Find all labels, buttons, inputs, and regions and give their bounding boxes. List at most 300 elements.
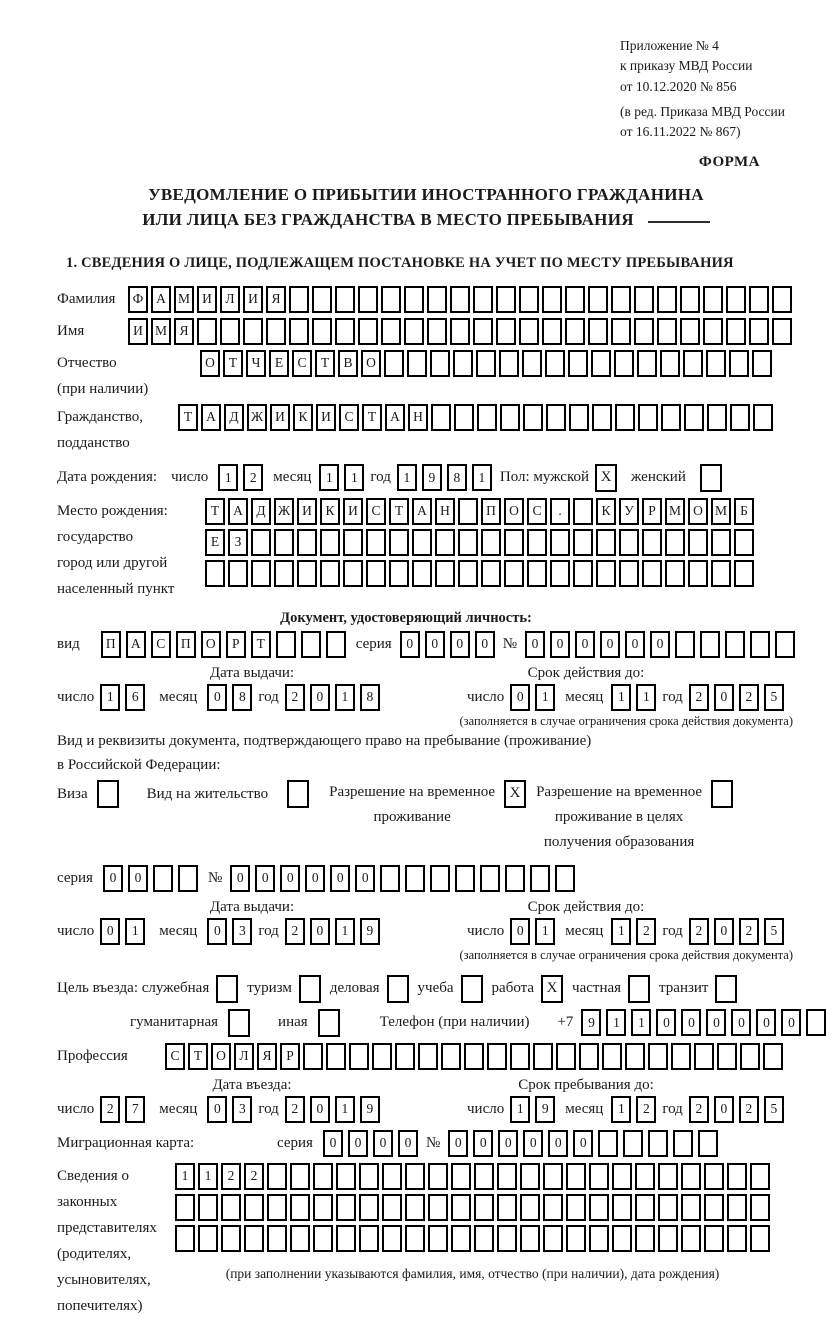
char-cell[interactable]: 0 [656, 1009, 676, 1036]
char-cell[interactable] [588, 318, 608, 345]
char-cell[interactable] [474, 1194, 494, 1221]
char-cell[interactable]: 1 [535, 684, 555, 711]
char-cell[interactable]: М [665, 498, 685, 525]
char-cell[interactable] [565, 286, 585, 313]
char-cell[interactable]: Р [226, 631, 246, 658]
char-cell[interactable] [303, 1043, 323, 1070]
char-cell[interactable] [418, 1043, 438, 1070]
char-cell[interactable] [638, 404, 658, 431]
char-cell[interactable]: П [176, 631, 196, 658]
char-cell[interactable]: Д [251, 498, 271, 525]
char-cell[interactable] [680, 286, 700, 313]
char-cell[interactable] [335, 286, 355, 313]
char-cell[interactable] [455, 865, 475, 892]
char-cell[interactable] [750, 1194, 770, 1221]
char-cell[interactable] [727, 1194, 747, 1221]
char-cell[interactable]: 0 [650, 631, 670, 658]
char-cell[interactable] [543, 1163, 563, 1190]
char-cell[interactable]: 5 [764, 1096, 784, 1123]
char-cell[interactable] [726, 286, 746, 313]
char-cell[interactable]: 1 [472, 464, 492, 491]
char-cell[interactable] [763, 1043, 783, 1070]
char-cell[interactable]: 2 [689, 918, 709, 945]
char-cell[interactable]: 0 [573, 1130, 593, 1157]
char-cell[interactable] [450, 318, 470, 345]
char-cell[interactable] [573, 529, 593, 556]
char-cell[interactable] [476, 350, 496, 377]
char-cell[interactable] [635, 1194, 655, 1221]
char-cell[interactable] [612, 1163, 632, 1190]
char-cell[interactable] [381, 286, 401, 313]
char-cell[interactable]: 0 [448, 1130, 468, 1157]
char-cell[interactable]: 9 [581, 1009, 601, 1036]
char-cell[interactable] [496, 318, 516, 345]
char-cell[interactable] [450, 286, 470, 313]
char-cell[interactable] [740, 1043, 760, 1070]
char-cell[interactable] [473, 318, 493, 345]
char-cell[interactable]: 0 [781, 1009, 801, 1036]
char-cell[interactable] [542, 318, 562, 345]
char-cell[interactable] [625, 1043, 645, 1070]
char-cell[interactable]: Ж [247, 404, 267, 431]
char-cell[interactable] [504, 560, 524, 587]
char-cell[interactable]: Т [251, 631, 271, 658]
char-cell[interactable] [614, 350, 634, 377]
char-cell[interactable]: 0 [714, 684, 734, 711]
char-cell[interactable] [251, 560, 271, 587]
char-cell[interactable] [251, 529, 271, 556]
char-cell[interactable]: 0 [310, 1096, 330, 1123]
char-cell[interactable]: 9 [360, 1096, 380, 1123]
char-cell[interactable]: 2 [739, 1096, 759, 1123]
char-cell[interactable] [366, 560, 386, 587]
char-cell[interactable] [395, 1043, 415, 1070]
char-cell[interactable] [499, 350, 519, 377]
char-cell[interactable] [435, 560, 455, 587]
char-cell[interactable]: 9 [535, 1096, 555, 1123]
char-cell[interactable]: М [174, 286, 194, 313]
char-cell[interactable]: 0 [600, 631, 620, 658]
char-cell[interactable] [681, 1194, 701, 1221]
char-cell[interactable] [704, 1163, 724, 1190]
char-cell[interactable] [523, 404, 543, 431]
char-cell[interactable]: 0 [706, 1009, 726, 1036]
char-cell[interactable] [297, 560, 317, 587]
char-cell[interactable] [615, 404, 635, 431]
char-cell[interactable]: 0 [207, 918, 227, 945]
char-cell[interactable]: Е [205, 529, 225, 556]
char-cell[interactable] [700, 631, 720, 658]
char-cell[interactable]: С [151, 631, 171, 658]
char-cell[interactable] [430, 865, 450, 892]
char-cell[interactable] [320, 560, 340, 587]
char-cell[interactable]: 0 [625, 631, 645, 658]
char-cell[interactable]: А [126, 631, 146, 658]
char-cell[interactable]: И [128, 318, 148, 345]
char-cell[interactable] [451, 1163, 471, 1190]
char-cell[interactable] [496, 286, 516, 313]
char-cell[interactable]: А [151, 286, 171, 313]
char-cell[interactable] [706, 350, 726, 377]
char-cell[interactable] [703, 318, 723, 345]
char-cell[interactable] [591, 350, 611, 377]
char-cell[interactable] [533, 1043, 553, 1070]
char-cell[interactable] [527, 529, 547, 556]
char-cell[interactable] [550, 560, 570, 587]
char-cell[interactable] [487, 1043, 507, 1070]
char-cell[interactable] [431, 404, 451, 431]
char-cell[interactable] [221, 1225, 241, 1252]
char-cell[interactable] [522, 350, 542, 377]
char-cell[interactable]: К [293, 404, 313, 431]
char-cell[interactable]: 0 [398, 1130, 418, 1157]
char-cell[interactable] [412, 560, 432, 587]
char-cell[interactable]: 1 [606, 1009, 626, 1036]
char-cell[interactable] [545, 350, 565, 377]
char-cell[interactable] [520, 1163, 540, 1190]
char-cell[interactable]: 8 [360, 684, 380, 711]
char-cell[interactable]: И [316, 404, 336, 431]
char-cell[interactable] [458, 529, 478, 556]
char-cell[interactable] [336, 1225, 356, 1252]
char-cell[interactable] [671, 1043, 691, 1070]
char-cell[interactable]: 0 [681, 1009, 701, 1036]
char-cell[interactable]: К [596, 498, 616, 525]
char-cell[interactable]: К [320, 498, 340, 525]
char-cell[interactable]: Р [280, 1043, 300, 1070]
char-cell[interactable]: А [385, 404, 405, 431]
char-cell[interactable] [749, 318, 769, 345]
char-cell[interactable]: 0 [475, 631, 495, 658]
char-cell[interactable] [642, 529, 662, 556]
char-cell[interactable] [546, 404, 566, 431]
char-cell[interactable]: 8 [447, 464, 467, 491]
char-cell[interactable] [289, 318, 309, 345]
char-cell[interactable] [299, 975, 321, 1003]
char-cell[interactable]: 6 [125, 684, 145, 711]
char-cell[interactable]: 1 [335, 1096, 355, 1123]
char-cell[interactable] [635, 1225, 655, 1252]
char-cell[interactable]: 0 [207, 684, 227, 711]
char-cell[interactable]: 2 [221, 1163, 241, 1190]
char-cell[interactable]: 1 [611, 1096, 631, 1123]
char-cell[interactable]: Т [315, 350, 335, 377]
char-cell[interactable] [573, 498, 593, 525]
char-cell[interactable] [290, 1225, 310, 1252]
char-cell[interactable]: 1 [397, 464, 417, 491]
char-cell[interactable]: О [504, 498, 524, 525]
char-cell[interactable] [243, 318, 263, 345]
char-cell[interactable] [287, 780, 309, 808]
char-cell[interactable] [634, 286, 654, 313]
char-cell[interactable]: 9 [360, 918, 380, 945]
char-cell[interactable] [648, 1130, 668, 1157]
char-cell[interactable] [267, 1225, 287, 1252]
char-cell[interactable]: 0 [575, 631, 595, 658]
char-cell[interactable]: А [228, 498, 248, 525]
char-cell[interactable] [175, 1225, 195, 1252]
char-cell[interactable]: 0 [207, 1096, 227, 1123]
char-cell[interactable] [703, 286, 723, 313]
char-cell[interactable] [660, 350, 680, 377]
char-cell[interactable] [313, 1225, 333, 1252]
char-cell[interactable] [267, 1163, 287, 1190]
char-cell[interactable]: 0 [255, 865, 275, 892]
char-cell[interactable]: X [595, 464, 617, 492]
char-cell[interactable] [228, 1009, 250, 1037]
char-cell[interactable] [573, 560, 593, 587]
char-cell[interactable]: 1 [631, 1009, 651, 1036]
char-cell[interactable] [772, 318, 792, 345]
char-cell[interactable]: З [228, 529, 248, 556]
char-cell[interactable]: 0 [230, 865, 250, 892]
char-cell[interactable] [642, 560, 662, 587]
char-cell[interactable]: 2 [100, 1096, 120, 1123]
char-cell[interactable] [596, 560, 616, 587]
char-cell[interactable] [726, 318, 746, 345]
char-cell[interactable] [727, 1225, 747, 1252]
char-cell[interactable]: 1 [319, 464, 339, 491]
char-cell[interactable] [405, 865, 425, 892]
char-cell[interactable]: Т [362, 404, 382, 431]
char-cell[interactable]: А [412, 498, 432, 525]
char-cell[interactable] [430, 350, 450, 377]
char-cell[interactable]: 1 [335, 684, 355, 711]
char-cell[interactable]: 0 [510, 918, 530, 945]
char-cell[interactable] [658, 1194, 678, 1221]
char-cell[interactable]: О [211, 1043, 231, 1070]
char-cell[interactable] [753, 404, 773, 431]
char-cell[interactable] [389, 529, 409, 556]
char-cell[interactable] [481, 560, 501, 587]
char-cell[interactable]: 0 [714, 1096, 734, 1123]
char-cell[interactable] [451, 1194, 471, 1221]
char-cell[interactable]: И [197, 286, 217, 313]
char-cell[interactable] [711, 560, 731, 587]
char-cell[interactable]: Т [205, 498, 225, 525]
char-cell[interactable] [407, 350, 427, 377]
char-cell[interactable]: 0 [355, 865, 375, 892]
char-cell[interactable]: 1 [100, 684, 120, 711]
char-cell[interactable]: 2 [243, 464, 263, 491]
char-cell[interactable]: Л [234, 1043, 254, 1070]
char-cell[interactable] [665, 529, 685, 556]
char-cell[interactable] [497, 1163, 517, 1190]
char-cell[interactable] [382, 1163, 402, 1190]
char-cell[interactable] [220, 318, 240, 345]
char-cell[interactable] [543, 1225, 563, 1252]
char-cell[interactable] [453, 350, 473, 377]
char-cell[interactable]: 1 [335, 918, 355, 945]
char-cell[interactable] [387, 975, 409, 1003]
char-cell[interactable] [612, 1194, 632, 1221]
char-cell[interactable]: С [527, 498, 547, 525]
char-cell[interactable]: 0 [100, 918, 120, 945]
char-cell[interactable] [734, 529, 754, 556]
char-cell[interactable] [290, 1163, 310, 1190]
char-cell[interactable] [542, 286, 562, 313]
char-cell[interactable]: 1 [611, 684, 631, 711]
char-cell[interactable]: С [292, 350, 312, 377]
char-cell[interactable]: 0 [510, 684, 530, 711]
char-cell[interactable] [427, 286, 447, 313]
char-cell[interactable] [336, 1163, 356, 1190]
char-cell[interactable]: 2 [636, 918, 656, 945]
char-cell[interactable]: 1 [218, 464, 238, 491]
char-cell[interactable] [657, 286, 677, 313]
char-cell[interactable] [474, 1225, 494, 1252]
char-cell[interactable]: 0 [731, 1009, 751, 1036]
char-cell[interactable] [565, 318, 585, 345]
char-cell[interactable]: О [200, 350, 220, 377]
char-cell[interactable] [510, 1043, 530, 1070]
char-cell[interactable] [349, 1043, 369, 1070]
char-cell[interactable] [750, 1163, 770, 1190]
char-cell[interactable] [772, 286, 792, 313]
char-cell[interactable] [276, 631, 296, 658]
char-cell[interactable]: 2 [285, 918, 305, 945]
char-cell[interactable] [727, 1163, 747, 1190]
char-cell[interactable] [297, 529, 317, 556]
char-cell[interactable] [312, 318, 332, 345]
char-cell[interactable] [715, 975, 737, 1003]
char-cell[interactable] [556, 1043, 576, 1070]
char-cell[interactable] [412, 529, 432, 556]
char-cell[interactable] [752, 350, 772, 377]
char-cell[interactable]: 5 [764, 684, 784, 711]
char-cell[interactable] [505, 865, 525, 892]
char-cell[interactable]: 0 [373, 1130, 393, 1157]
char-cell[interactable] [806, 1009, 826, 1036]
char-cell[interactable]: 1 [636, 684, 656, 711]
char-cell[interactable] [458, 560, 478, 587]
char-cell[interactable] [566, 1194, 586, 1221]
char-cell[interactable]: Т [178, 404, 198, 431]
char-cell[interactable] [380, 865, 400, 892]
char-cell[interactable] [441, 1043, 461, 1070]
char-cell[interactable]: 0 [548, 1130, 568, 1157]
char-cell[interactable]: 1 [611, 918, 631, 945]
char-cell[interactable] [458, 498, 478, 525]
char-cell[interactable] [473, 286, 493, 313]
char-cell[interactable] [555, 865, 575, 892]
char-cell[interactable]: 0 [310, 918, 330, 945]
char-cell[interactable] [389, 560, 409, 587]
char-cell[interactable] [178, 865, 198, 892]
char-cell[interactable] [359, 1163, 379, 1190]
char-cell[interactable]: 2 [689, 684, 709, 711]
char-cell[interactable]: Ф [128, 286, 148, 313]
char-cell[interactable] [404, 318, 424, 345]
char-cell[interactable] [579, 1043, 599, 1070]
char-cell[interactable] [634, 318, 654, 345]
char-cell[interactable] [428, 1225, 448, 1252]
char-cell[interactable] [318, 1009, 340, 1037]
char-cell[interactable] [628, 975, 650, 1003]
char-cell[interactable] [704, 1194, 724, 1221]
char-cell[interactable] [688, 560, 708, 587]
char-cell[interactable]: 0 [400, 631, 420, 658]
char-cell[interactable] [343, 529, 363, 556]
char-cell[interactable] [343, 560, 363, 587]
char-cell[interactable] [358, 318, 378, 345]
char-cell[interactable] [359, 1225, 379, 1252]
char-cell[interactable] [454, 404, 474, 431]
char-cell[interactable]: У [619, 498, 639, 525]
char-cell[interactable] [216, 975, 238, 1003]
char-cell[interactable] [382, 1194, 402, 1221]
char-cell[interactable]: 0 [473, 1130, 493, 1157]
char-cell[interactable]: Н [408, 404, 428, 431]
char-cell[interactable]: 2 [285, 684, 305, 711]
char-cell[interactable] [749, 286, 769, 313]
char-cell[interactable] [197, 318, 217, 345]
char-cell[interactable]: П [101, 631, 121, 658]
char-cell[interactable] [382, 1225, 402, 1252]
char-cell[interactable] [623, 1130, 643, 1157]
char-cell[interactable] [648, 1043, 668, 1070]
char-cell[interactable] [592, 404, 612, 431]
char-cell[interactable]: X [541, 975, 563, 1003]
char-cell[interactable] [729, 350, 749, 377]
char-cell[interactable]: Д [224, 404, 244, 431]
char-cell[interactable]: Я [174, 318, 194, 345]
char-cell[interactable] [543, 1194, 563, 1221]
char-cell[interactable]: Л [220, 286, 240, 313]
char-cell[interactable]: И [270, 404, 290, 431]
char-cell[interactable] [336, 1194, 356, 1221]
char-cell[interactable] [320, 529, 340, 556]
char-cell[interactable] [480, 865, 500, 892]
char-cell[interactable] [205, 560, 225, 587]
char-cell[interactable] [198, 1225, 218, 1252]
char-cell[interactable] [477, 404, 497, 431]
char-cell[interactable]: 0 [450, 631, 470, 658]
char-cell[interactable] [694, 1043, 714, 1070]
char-cell[interactable] [244, 1194, 264, 1221]
char-cell[interactable]: 0 [498, 1130, 518, 1157]
char-cell[interactable] [568, 350, 588, 377]
char-cell[interactable]: 0 [323, 1130, 343, 1157]
char-cell[interactable] [221, 1194, 241, 1221]
char-cell[interactable] [730, 404, 750, 431]
char-cell[interactable]: Я [266, 286, 286, 313]
char-cell[interactable] [619, 529, 639, 556]
char-cell[interactable] [688, 529, 708, 556]
char-cell[interactable] [661, 404, 681, 431]
char-cell[interactable] [266, 318, 286, 345]
char-cell[interactable] [500, 404, 520, 431]
char-cell[interactable] [153, 865, 173, 892]
char-cell[interactable]: Ж [274, 498, 294, 525]
char-cell[interactable]: Е [269, 350, 289, 377]
char-cell[interactable] [527, 560, 547, 587]
char-cell[interactable]: 0 [525, 631, 545, 658]
char-cell[interactable]: 0 [550, 631, 570, 658]
char-cell[interactable] [312, 286, 332, 313]
char-cell[interactable] [497, 1225, 517, 1252]
char-cell[interactable] [665, 560, 685, 587]
char-cell[interactable]: X [504, 780, 526, 808]
char-cell[interactable] [464, 1043, 484, 1070]
char-cell[interactable]: И [343, 498, 363, 525]
char-cell[interactable] [596, 529, 616, 556]
char-cell[interactable] [405, 1163, 425, 1190]
char-cell[interactable] [734, 560, 754, 587]
char-cell[interactable]: . [550, 498, 570, 525]
char-cell[interactable] [519, 286, 539, 313]
char-cell[interactable] [520, 1194, 540, 1221]
